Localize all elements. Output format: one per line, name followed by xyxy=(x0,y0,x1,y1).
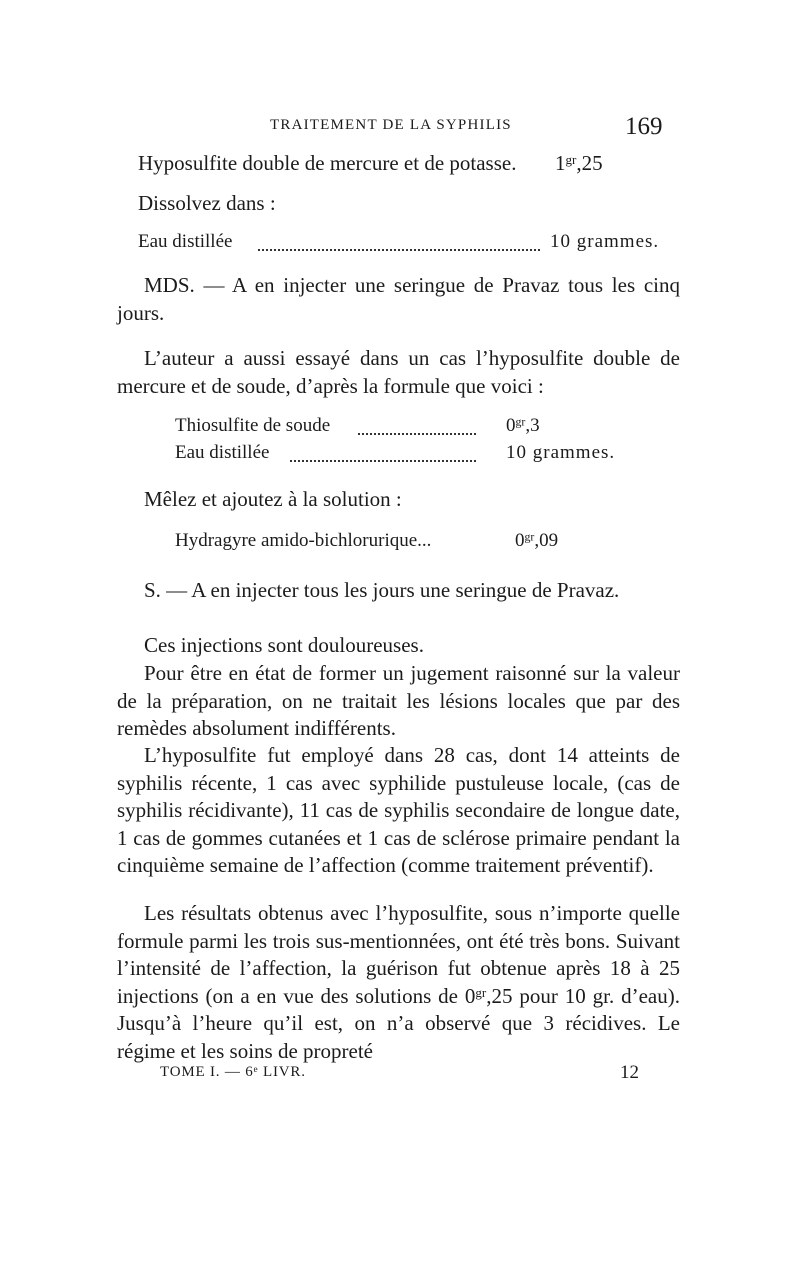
footer-volume: TOME I. — 6e LIVR. xyxy=(160,1064,306,1080)
author-paragraph: L’auteur a aussi essayé dans un cas l’hyposulfite double de mercure et de soude, d’après la formule que voici : xyxy=(117,346,680,398)
formula-2-line2-name: Eau distillée xyxy=(175,442,270,463)
paragraph-cases: L’hyposulfite fut employé dans 28 cas, dont 14 atteints de syphilis récente, 1 cas avec syphilide pustuleuse locale, (cas de syphilis récidivante), 11 cas de syphilis secondaire de longue date, 1 cas de gommes cutanées et 1 cas de sclérose primaire pendant la cinquième semaine de l’affection (comme traitement préventif). xyxy=(117,743,680,877)
paragraph-results: Les résultats obtenus avec l’hyposulfite, sous n’importe quelle formule parmi les trois sus-mentionnées, ont été très bons. Suivant l’intensité de l’affection, la guérison fut obtenue après 18 à 25 injections (on a en vue des solutions de $0^{gr},25$ pour 10 gr. d’eau). Jusqu’à l’heure qu’il est, on n’a observé que 3 récidives. Le régime et les soins de propreté xyxy=(117,901,680,1063)
formula-3-dose: $0^{gr},09$ xyxy=(515,530,559,551)
mix-instruction: Mêlez et ajoutez à la solution : xyxy=(144,487,402,511)
formula-1-solvent: Eau distillée xyxy=(138,231,233,252)
paragraph-pain: Ces injections sont douloureuses. xyxy=(144,633,424,657)
footer-signature: 12 xyxy=(620,1062,639,1083)
formula-2-line1-dose: $0^{gr},3$ xyxy=(506,415,540,436)
paragraph-injection: S. — A en injecter tous les jours une seringue de Pravaz. xyxy=(144,578,620,602)
formula-3-name: Hydragyre amido-bichlorurique... xyxy=(175,530,432,551)
page-number: 169 xyxy=(625,113,663,140)
running-title: TRAITEMENT DE LA SYPHILIS xyxy=(270,117,512,133)
formula-2-line2-dose: 10 grammes. xyxy=(506,442,616,463)
paragraph-judgement: Pour être en état de former un jugement raisonné sur la valeur de la préparation, on ne traitait les lésions locales que par des remèdes absolument indifférents. xyxy=(117,661,680,740)
mds-paragraph: MDS. — A en injecter une seringue de Pravaz tous les cinq jours. xyxy=(117,273,680,325)
formula-1-solvent-dose: 10 grammes. xyxy=(550,231,660,252)
dot-leader xyxy=(290,460,476,462)
formula-2-line1-name: Thiosulfite de soude xyxy=(175,415,331,436)
dot-leader xyxy=(358,433,476,435)
formula-1-dose: $1^{gr},25$ xyxy=(555,151,603,175)
dot-leader xyxy=(258,249,540,251)
formula-1-instruction: Dissolvez dans : xyxy=(138,191,276,215)
formula-1-ingredient: Hyposulfite double de mercure et de potasse. xyxy=(138,151,517,175)
